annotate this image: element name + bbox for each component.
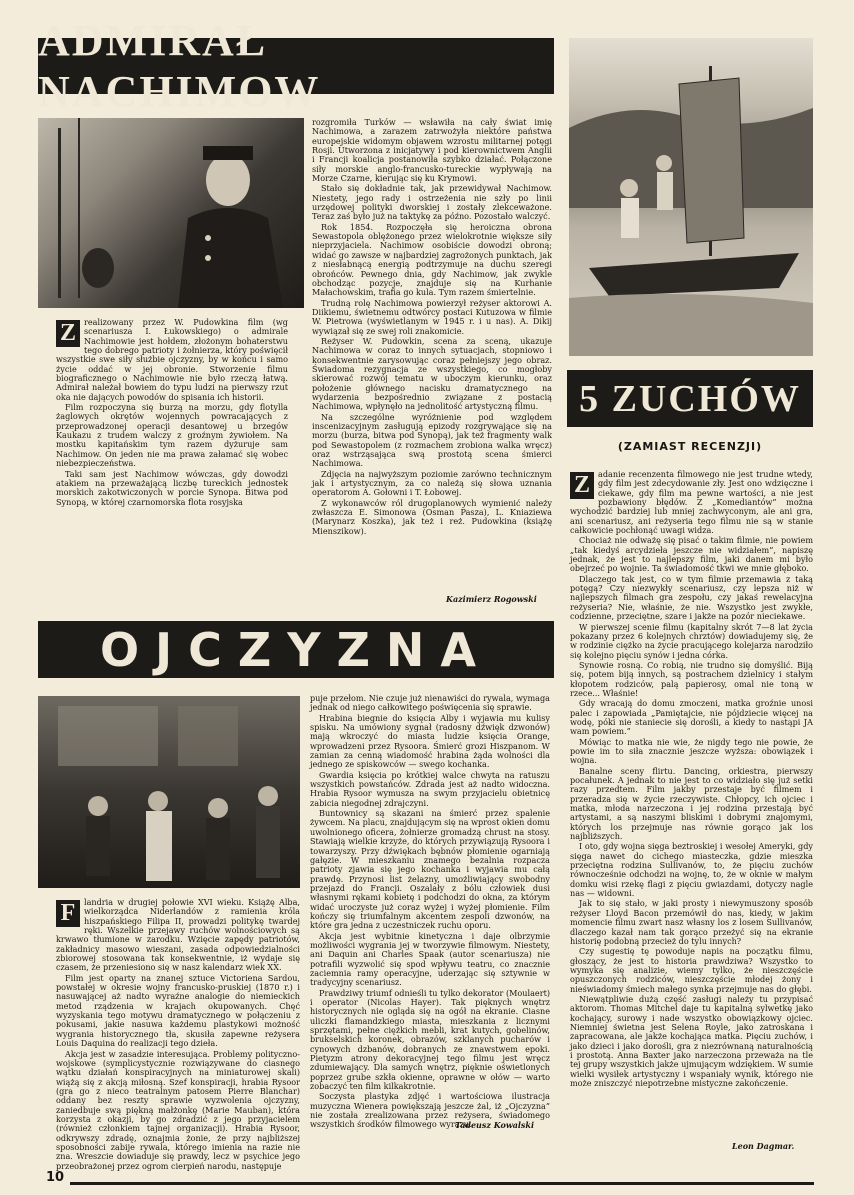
admiral-figure-icon <box>38 118 304 308</box>
article-nachimow-column-1 <box>56 318 288 602</box>
paragraph: Gwardia księcia po krótkiej walce chwyta na ratuszu wszystkich powstańców. Zdrada jest aż nadto widoczna. Hrabia Rysoor wymusza na swym przyjacielu obietnicę zabicia niegodnej zdrajczyni. <box>310 769 550 808</box>
paragraph: Trudną rolę Nachimowa powierzył reżyser aktorowi A. Diikiemu, świetnemu odtwórcy postaci Kutuzowa w filmie W. Pietrowa (wyświetlanym w 1945 r. i u nas). A. Dikij wywiązał się ze swej roli znakomicie. <box>312 297 552 336</box>
dropcap-f-ojczyzna: F <box>56 900 80 927</box>
paragraph: Gdy wracają do domu zmoczeni, matka groźnie unosi palec i zapowiada „Pamiętajcie, nie pójdziecie więcej na wodę, póki nie staniecie się dorośli, a kiedy to nastąpi JA wam powiem.” <box>570 698 813 737</box>
crowd-interior-icon <box>38 696 300 888</box>
dropcap-z-zuchow: Z <box>570 472 594 499</box>
paragraph: Z wykonawców ról drugoplanowych wymienić należy zwłaszcza E. Simonowa (Osman Pasza), L. Kniaziewa (Marynarz Koszka), jak też i reż. Pudowkina (książę Mienszikow). <box>312 497 552 536</box>
page-number: 10 <box>46 1170 65 1185</box>
article-title-ojczyzna: OJCZYZNA <box>38 621 554 678</box>
article-5-zuchow-column <box>570 470 813 1132</box>
article-ojczyzna-column-1 <box>56 897 300 1171</box>
paragraph: Synowie rosną. Co robią, nie trudno się domyślić. Biją się, potem biją innych, są postrachem dzielnicy i stałym kłopotem rodziców, palą papierosy, omal nie toną w rzece... Właśnie! <box>570 659 813 698</box>
article-title-nachimow: ADMIRAŁ NACHIMOW <box>38 38 554 94</box>
article-title-5-zuchow: 5 ZUCHÓW <box>567 370 813 427</box>
paragraph: Mówiąc to matka nie wie, że nigdy tego nie powie, że powie im to siła znacznie jeszcze wyższa: obowiązek i wojna. <box>570 736 813 766</box>
paragraph: Niewątpliwie dużą część zasługi należy tu przypisać aktorom. Thomas Mitchel daje tu kapitalną sylwetkę jako kochający, surowy i nade wszystko obowiązkowy ojciec. Niemniej świetna jest Selena Royle, jako zatroskana i zapracowana, ale jakże kochająca matka. Pięciu zuchów, i jako dzieci i jako dorośli, gra z niezrównaną naturalnością i prostotą. Anna Baxter jako narzeczona przeważa na tle tej grupy wszystkich jakże ujmującym wdziękiem. W sumie wielki wysiłek artystyczny i wspaniały wynik, którego nie może zniszczyć niepotrzebne mistyczne zakończenie. <box>570 993 813 1088</box>
paragraph: Prawdziwy triumf odnieśli tu tylko dekorator (Moulaert) i operator (Nicolas Hayer). Tak pięknych wnętrz historycznych nie ogląda się na ogół na ekranie. Ciasne uliczki flamandzkiego miasta, mieszkania z licznymi sprzętami, pełne ciężkich mebli, krat kutych, gobelinów, brukselskich koronek, obrazów, szklanych pucharów i cynowych dzbanów, dobranych ze znawstwem epoki. Pietyzm atrony dekoracyjnej tego filmu jest wręcz zdumiewający. Dla samych wnętrz, pięknie oświetlonych poprzez grube szkła okienne, oprawne w ołów — warto zobaczyć ten film kilkakrotnie. <box>310 987 550 1092</box>
paragraph: Jak to się stało, w jaki prosty i niewymuszony sposób reżyser Lloyd Bacon przemówił do nas, kiedy, w jakim momencie filmu zwart nasz własny los z losem Sullivanów, dlaczego kazał nam tak gorąco przeżyć się na ekranie historię podobną przecież do tylu innych? <box>570 898 813 946</box>
paragraph: puje przełom. Nie czuje już nienawiści do rywala, wymaga jednak od niego całkowitego poświęcenia się sprawie. <box>310 693 550 713</box>
paragraph: Film jest oparty na znanej sztuce Victoriena Sardou, powstałej w okresie wojny francusko-pruskiej (1870 r.) i nasuwającej aż nadto wyraźne analogie do niemieckich metod rządzenia w krajach okupowanych. Chęć wyzyskania tego motywu dramatycznego w połączeniu z pokusami, jakie nasuwa każdemu plastykowi możność wygrania historycznego tła, skusiła zapewne reżysera Louis Daquina do realizacji tego dzieła. <box>56 972 300 1049</box>
paragraph: Czy sugestię tę powoduje napis na początku filmu, głoszący, że jest to historia prawdziwa? Wszystko to wymyka się analizie, wiemy tylko, że nieszczęście opuszczonych rodziców, nieszczęście młodej żony i nieświadomy śmiech małego synka przejmuje nas do głębi. <box>570 946 813 994</box>
paragraph: realizowany przez W. Pudowkina film (wg scenariusza I. Łukowskiego) o admirale Nachimowie jest hołdem, złożonym bohaterstwu tego dobrego patrioty i żołnierza, który poświęcił wszystkie swe siły służbie ojczyzny, by w końcu i samo życie oddać w jej obronie. Stworzenie filmu biograficznego o Nachimowie nie było rzeczą łatwą. Admirał należał bowiem do typu ludzi na pierwszy rzut oka nie dających powodów do spisania ich historii. <box>56 317 288 402</box>
article-nachimow-column-2 <box>312 118 552 592</box>
paragraph: Taki sam jest Nachimow wówczas, gdy dowodzi atakiem na przeważającą liczbę tureckich jednostek morskich zakotwiczonych w porcie Synopa. Bitwa pod Synopą, w której czarnomorska flota rosyjska <box>56 468 288 507</box>
dropcap-z-nachimow: Z <box>56 320 80 347</box>
paragraph: Dlaczego tak jest, co w tym filmie przemawia z taką potęgą? Czy niezwykły scenariusz, czy lepsza niż w najlepszych filmach gra zespołu, czy jakaś rewelacyjna reżyseria? Nie, właśnie, że nie. Wszystko jest zwykłe, codzienne, przeciętne, szare i jakże na pozór nieciekawe. <box>570 573 813 622</box>
author-ojczyzna: Tadeusz Kowalski <box>455 1120 535 1130</box>
paragraph: Film rozpoczyna się burzą na morzu, gdy flotylla żaglowych okrętów wojennych powracających z przeprowadzonej operacji desantowej u brzegów Kaukazu z trudem walczy z groźnym żywiołem. Na mostku kapitańskim tym razem dyżuruje sam Nachimow. On jeden nie ma prawa załamać się wobec niebezpieczeństwa. <box>56 402 288 469</box>
boat-scene-icon <box>569 38 813 356</box>
paragraph: Chociaż nie odważę się pisać o takim filmie, nie powiem „tak kiedyś arcydzieła jeszcze nie widziałem”, napiszę jednak, że jest to najlepszy film, jaki danem mi było obejrzeć po wojnie. Ta świadomość tkwi we mnie głęboko. <box>570 535 813 574</box>
paragraph: Hrabina biegnie do księcia Alby i wyjawia mu kulisy spisku. Na umówiony sygnał (radosny dźwięk dzwonów) mają wkroczyć do miasta ludzie księcia Orange, wprowadzeni przez Rysoora. Śmierć grozi Hiszpanom. W zamian za cenną wiadomość hrabina żąda wolności dla jednego ze spiskowców — swego kochanka. <box>310 712 550 770</box>
subtitle-zamiast-recenzji: (ZAMIAST RECENZJI) <box>617 440 763 453</box>
photo-ojczyzna-scene <box>38 696 300 888</box>
paragraph: Banalne sceny flirtu. Dancing, orkiestra, pierwszy pocałunek. A jednak to nie jest to co widziało się już setki razy przedtem. Film jakby przestaje być filmem i przeradza się w życie rzeczywiste. Chłopcy, ich ojciec i matka, młoda narzeczona i jej rodzina przestają być artystami, a są naszymi bliskimi i dobrymi znajomymi, których los przejmuje nas równie gorąco jak los najbliższych. <box>570 765 813 842</box>
paragraph: Soczysta plastyka zdjęć i wartościowa ilustracja muzyczna Wienera powiększają jeszcze żal, iż „Ojczyzna” nie została zrealizowana przez reżysera, świadomego wszystkich środków filmowego wyrazu. <box>310 1091 550 1130</box>
author-zuchow: Leon Dagmar. <box>732 1141 795 1151</box>
paragraph: Zdjęcia na najwyższym poziomie zarówno technicznym jak i artystycznym, za co należą się słowa uznania operatorom A. Gołowni i T. Łobowej. <box>312 468 552 498</box>
paragraph: Akcja jest wybitnie kinetyczna i daje olbrzymie możliwości wygrania jej w tworzywie filmowym. Niestety, ani Daquin ani Charles Spaak (autor scenariusza) nie potrafili wyzwolić się spod wpływu teatru, co znacznie zaciemnia ramy operacyjne, uderzając się sztywnie w tradycyjny scenariusz. <box>310 930 550 988</box>
footer-rule <box>70 1182 814 1185</box>
photo-admiral-nachimow <box>38 118 304 308</box>
paragraph: W pierwszej scenie filmu (kapitalny skrót 7—8 lat życia pokazany przez 6 kolejnych chrztów) dowiadujemy się, że w rodzinie ciężko na życie pracującego kolejarza narodziło się kolejno pięciu synów i jedna córka. <box>570 621 813 660</box>
paragraph: Reżyser W. Pudowkin, scena za sceną, ukazuje Nachimowa w coraz to innych sytuacjach, stopniowo i konsekwentnie zarysowując coraz pełniejszy jego obraz. Świadoma rezygnacja ze wszystkiego, co mogłoby skierować rozwój tematu w uboczym kierunku, oraz położenie głównego nacisku dramatycznego na wydarzenia bezpośrednio związane z postacią Nachimowa, wpłynęło na jednolitość artystyczną filmu. <box>312 335 552 412</box>
paragraph: Stało się dokładnie tak, jak przewidywał Nachimow. Niestety, jego rady i ostrzeżenia nie szły po linii urzędowej polityki dworskiej i zostały zlekceważone. Teraz zaś było już na taktykę za późno. Pozostało walczyć. <box>312 183 552 222</box>
paragraph: Akcja jest w zasadzie interesująca. Problemy polityczno-wojskowe (symplicystycznie rozwiązywane do ciasnego wątku działań konspiracyjnych na miniaturowej skali) wiążą się z akcją miłosną. Szef konspiracji, hrabia Rysoor (gra go z nieco teatralnym patosem Pierre Blanchar) oddany bez reszty sprawie wyzwolenia ojczyzny, zaniedbuje swą piękną małżonkę (Marie Mauban), która korzysta z okazji, by go zdradzić z jego przyjacielem (również członkiem tajnej organizacji). Hrabia Rysoor, odkrywszy zdradę, oznajmia żonie, że przy najbliższej sposobności zabije rywala, którego imienia na razie nie zna. Wreszcie dowiaduje się prawdy, lecz w psychice jego przeobrażonej przez ogrom cierpień narodu, następuje <box>56 1048 300 1171</box>
paragraph: I oto, gdy wojna sięga beztroskiej i wesołej Ameryki, gdy sięga nawet do cichego miasteczka, gdzie mieszka przeciętna rodzina Sullivanów, to, że pięciu zuchów równocześnie odchodzi na wojnę, to, że w oknie w małym domku wisi rzekę flagi z pięciu gwiazdami, dotyczy nagle nas — widowni. <box>570 841 813 899</box>
paragraph: Rok 1854. Rozpoczęła się heroiczna obrona Sewastopola oblężonego przez wielokrotnie większe siły nieprzyjaciela. Nachimow osobiście dowodzi obroną; widać go zawsze w najbardziej zagrożonych punktach, jak z niesłabnącą energią podtrzymuje na duchu szeregi obrońców. Pewnego dnia, gdy Nachimow, jak zwykle obchodząc pozycje, znajduje się na Kurhanie Małachowskim, trafia go kula. Tym razem śmiertelnie. <box>312 221 552 298</box>
paragraph: adanie recenzenta filmowego nie jest trudne wtedy, gdy film jest zdecydowanie zły. Jest ono wdzięczne i ciekawe, gdy film ma pewne wartości, a nie jest pozbawiony błędów. Z „Komediantów” można wychodzić bardziej lub mniej zachwyconym, ale ani gra, ani scenariusz, ani reżyseria tego filmu nie są w stanie całkowicie pochłonąć uwagi widza. <box>570 469 813 536</box>
photo-boys-on-boat <box>569 38 813 356</box>
paragraph: rozgromiła Turków — wsławiła na cały świat imię Nachimowa, a zarazem zatrwożyła niektóre państwa europejskie widomym objawem wzrostu militarnej potęgi Rosji. Utworzona z inicjatywy i pod kierownictwem Anglii i Francji koalicja postanowiła szybko działać. Połączone siły morskie anglo-francusko-tureckie wypływają na Morze Czarne, kierując się ku Krymowi. <box>312 117 552 184</box>
paragraph: Na szczególne wyróżnienie pod względem inscenizacyjnym zasługują epizody rozgrywające się na morzu (burza, bitwa pod Synopą), jak też fragmenty walk pod Sewastopolem (z rozmachem zrobiona walka wręcz) oraz wstrząsająca swą prostotą scena śmierci Nachimowa. <box>312 411 552 469</box>
paragraph: Buntownicy są skazani na śmierć przez spalenie żywcem. Na placu, znajdującym się na wprost okien domu uwolnionego oficera, żołnierze gromadzą chrust na stosy. Stawiają wielkie krzyże, do których przywiązują Rysoora i towarzyszy. Przy dźwiękach bębnów płomienie ogarniają gałęzie. W mieszkaniu znamego bezalnia rozpacza patrioty zjawia się jego kochanka i wyjawia mu całą prawdę. Przynosi list żelazny, umożliwiający swobodny przejazd do Francji. Oszalały z bólu człowiek dusi własnymi rękami kobietę i podchodzi do okna, za którym widać uroczyste już coraz wyżej i wyżej płomienie. Film kończy się triumfalnym akcentem zespoli dzwonów, na które gra jedna z uczestniczek ruchu oporu. <box>310 808 550 931</box>
author-nachimow: Kazimierz Rogowski <box>446 594 537 604</box>
paragraph: landria w drugiej połowie XVI wieku. Książę Alba, wielkorządca Niderlandów z ramienia króla hiszpańskiego Filipa II, prowadzi politykę twardej ręki. Wszelkie przejawy ruchów wolnościowych są krwawo tłumione w zarodku. Wzięcie zapędy patriotów, zakładnicy masowo wieszani, zasada odpowiedzialności zbiorowej stosowana tak konsekwentnie, iż wydaje się czasem, że przeniesiono się w nasz kalendarz wiek XX. <box>56 897 300 973</box>
